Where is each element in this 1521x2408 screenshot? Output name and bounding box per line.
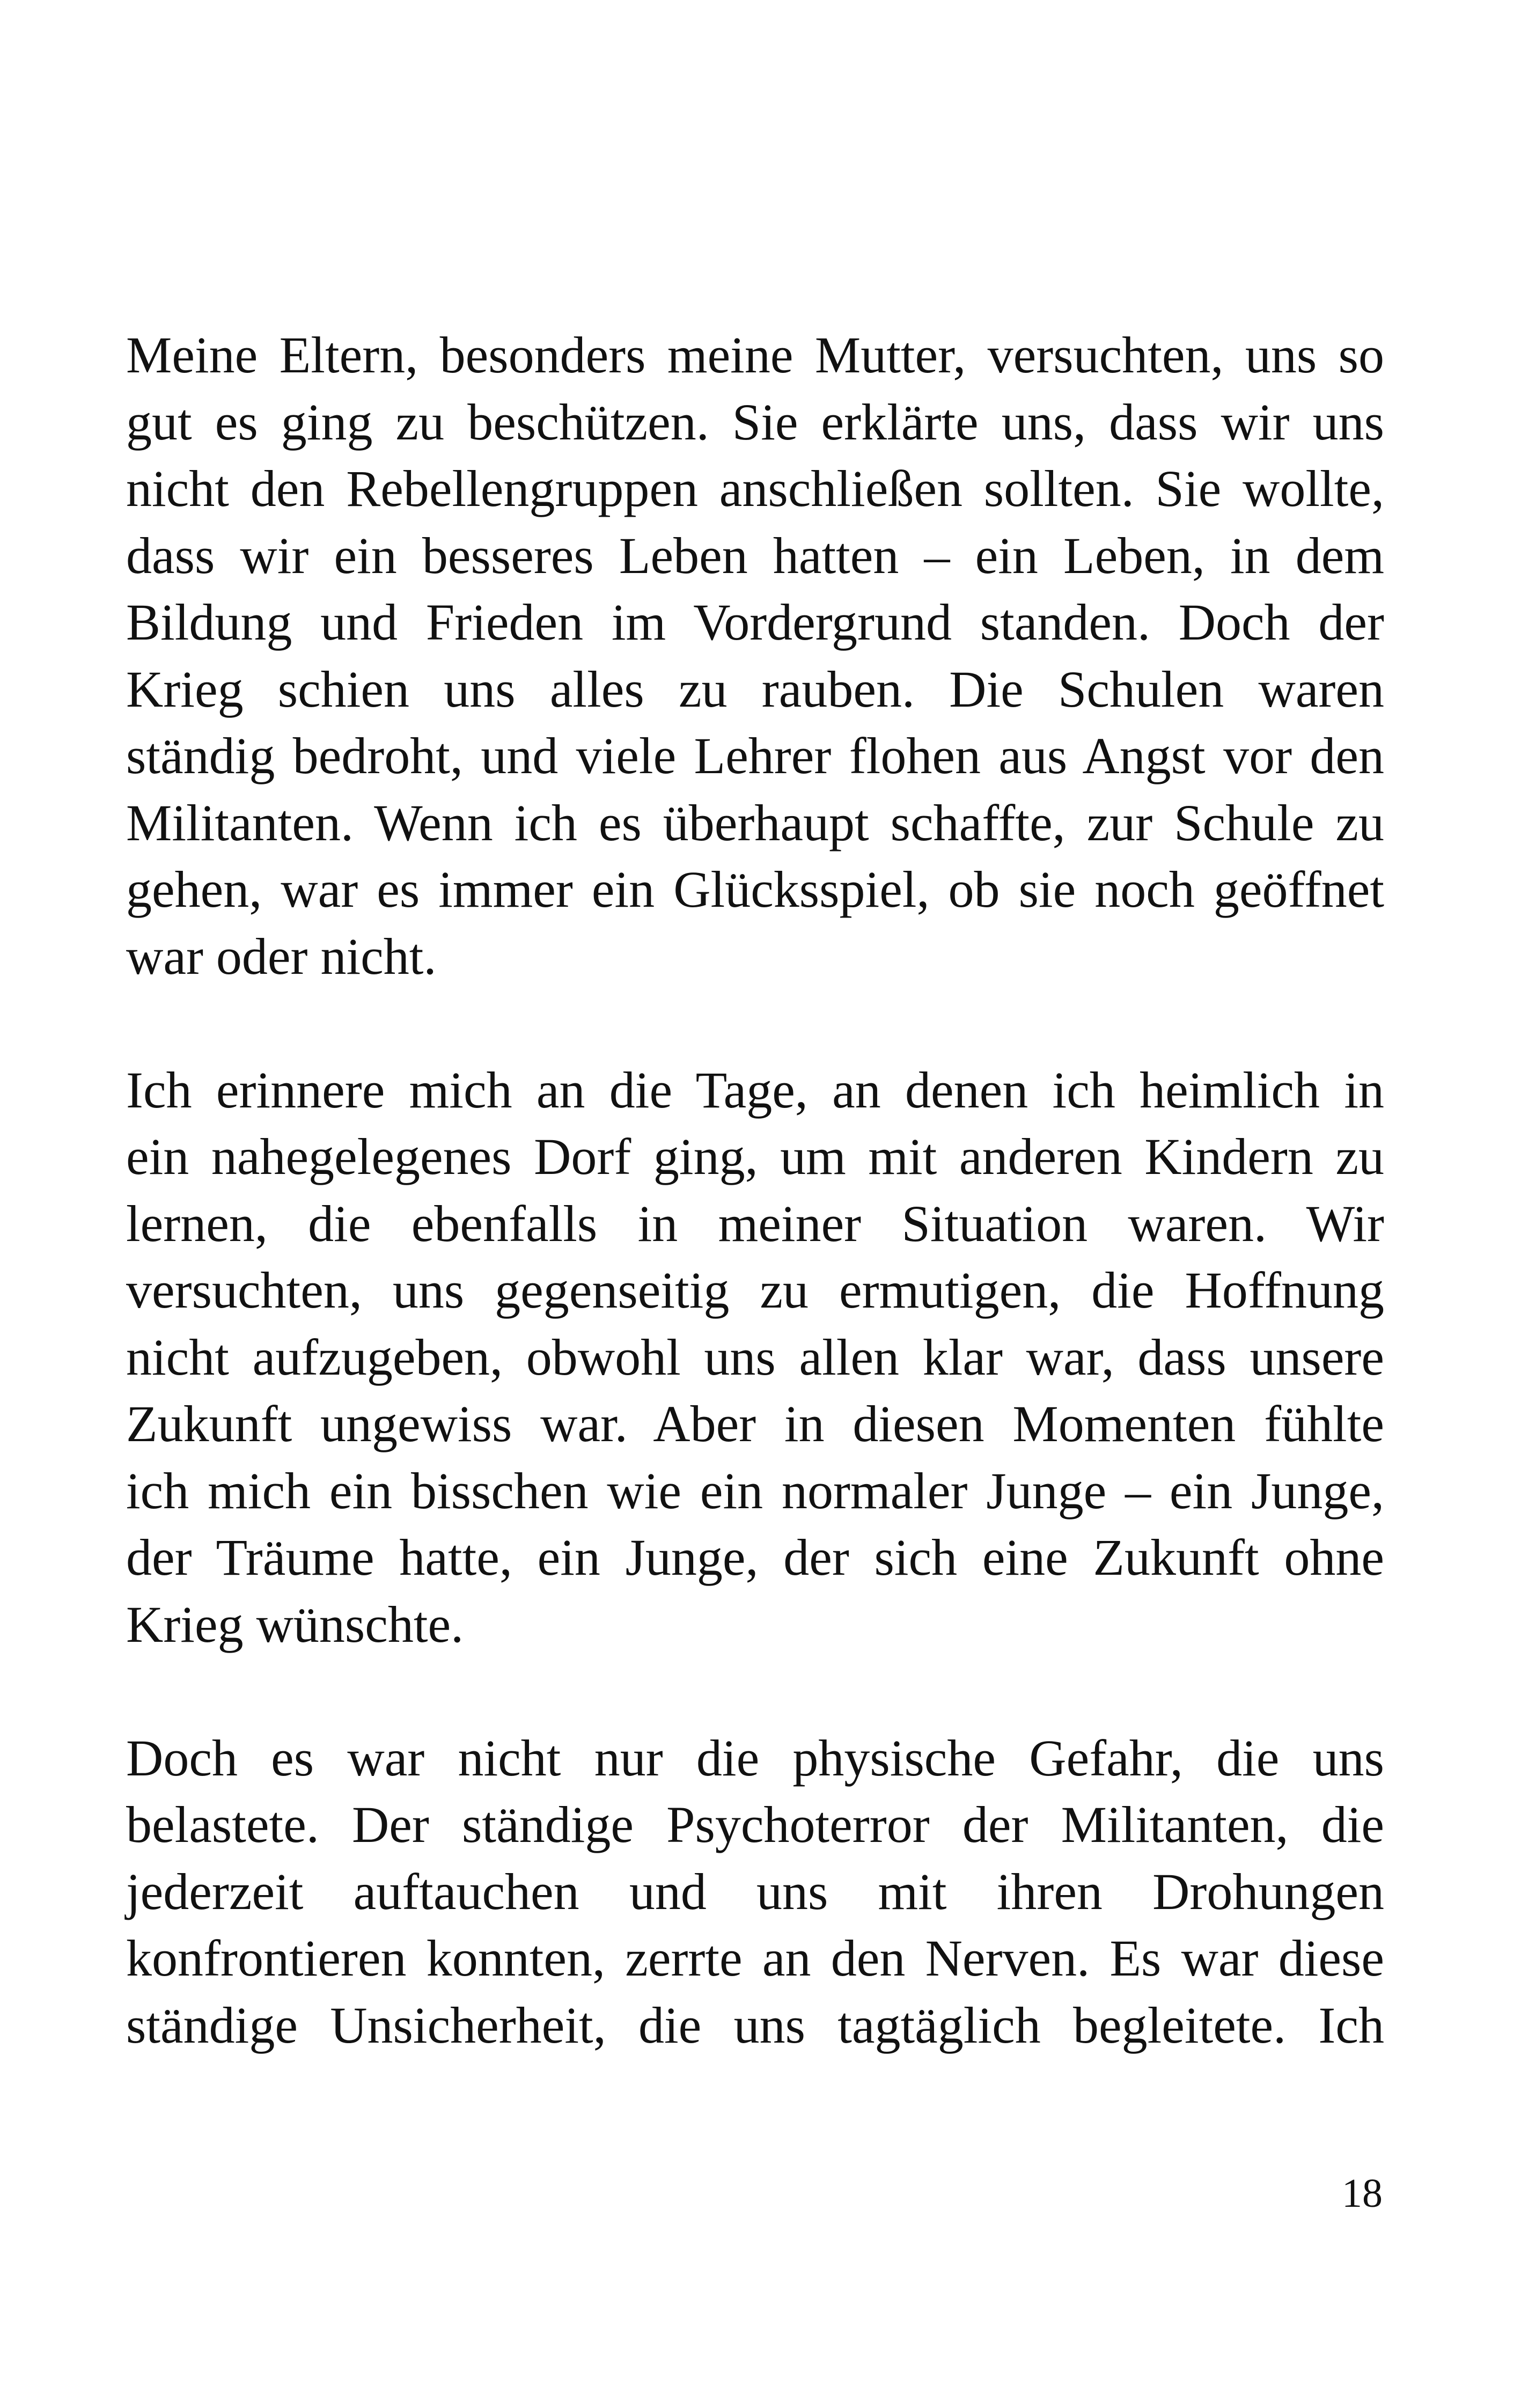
paragraph-3 bbox=[126, 1725, 1384, 2059]
text-line: gut es ging zu beschützen. Sie erklärte uns, dass wir uns bbox=[126, 393, 1384, 451]
text-line: ständige Unsicherheit, die uns tagtäglich begleitete. Ich bbox=[126, 1996, 1384, 2054]
text-line: nicht aufzugeben, obwohl uns allen klar war, dass unsere bbox=[126, 1328, 1384, 1386]
text-line: Meine Eltern, besonders meine Mutter, versuchten, uns so bbox=[126, 326, 1384, 384]
text-line: belastete. Der ständige Psychoterror der Militanten, die bbox=[126, 1796, 1384, 1853]
page-number: 18 bbox=[1342, 2171, 1383, 2216]
text-line: ständig bedroht, und viele Lehrer flohen aus Angst vor den bbox=[126, 727, 1384, 784]
text-line: lernen, die ebenfalls in meiner Situation waren. Wir bbox=[126, 1194, 1384, 1252]
text-line: ein nahegelegenes Dorf ging, um mit anderen Kindern zu bbox=[126, 1128, 1384, 1185]
text-line: jederzeit auftauchen und uns mit ihren Drohungen bbox=[126, 1862, 1384, 1920]
text-line: gehen, war es immer ein Glücksspiel, ob sie noch geöffnet bbox=[126, 861, 1384, 918]
body-text bbox=[126, 322, 1384, 2126]
text-line: versuchten, uns gegenseitig zu ermutigen, die Hoffnung bbox=[126, 1261, 1384, 1319]
text-line: Bildung und Frieden im Vordergrund standen. Doch der bbox=[126, 593, 1384, 651]
text-line: Doch es war nicht nur die physische Gefahr, die uns bbox=[126, 1729, 1384, 1787]
text-line: nicht den Rebellengruppen anschließen sollten. Sie wollte, bbox=[126, 460, 1384, 517]
paragraph-1 bbox=[126, 322, 1384, 990]
text-line: Militanten. Wenn ich es überhaupt schaffte, zur Schule zu bbox=[126, 794, 1384, 851]
paragraph-2 bbox=[126, 1057, 1384, 1658]
text-line: konfrontieren konnten, zerrte an den Nerven. Es war diese bbox=[126, 1929, 1384, 1987]
text-line: dass wir ein besseres Leben hatten – ein Leben, in dem bbox=[126, 526, 1384, 584]
text-line: Zukunft ungewiss war. Aber in diesen Momenten fühlte bbox=[126, 1395, 1384, 1452]
text-line: der Träume hatte, ein Junge, der sich eine Zukunft ohne bbox=[126, 1529, 1384, 1586]
text-line: war oder nicht. bbox=[126, 927, 437, 985]
text-line: Krieg schien uns alles zu rauben. Die Schulen waren bbox=[126, 660, 1384, 718]
text-line: Ich erinnere mich an die Tage, an denen ich heimlich in bbox=[126, 1061, 1384, 1119]
text-line: ich mich ein bisschen wie ein normaler Junge – ein Junge, bbox=[126, 1462, 1384, 1519]
text-line: Krieg wünschte. bbox=[126, 1595, 464, 1653]
